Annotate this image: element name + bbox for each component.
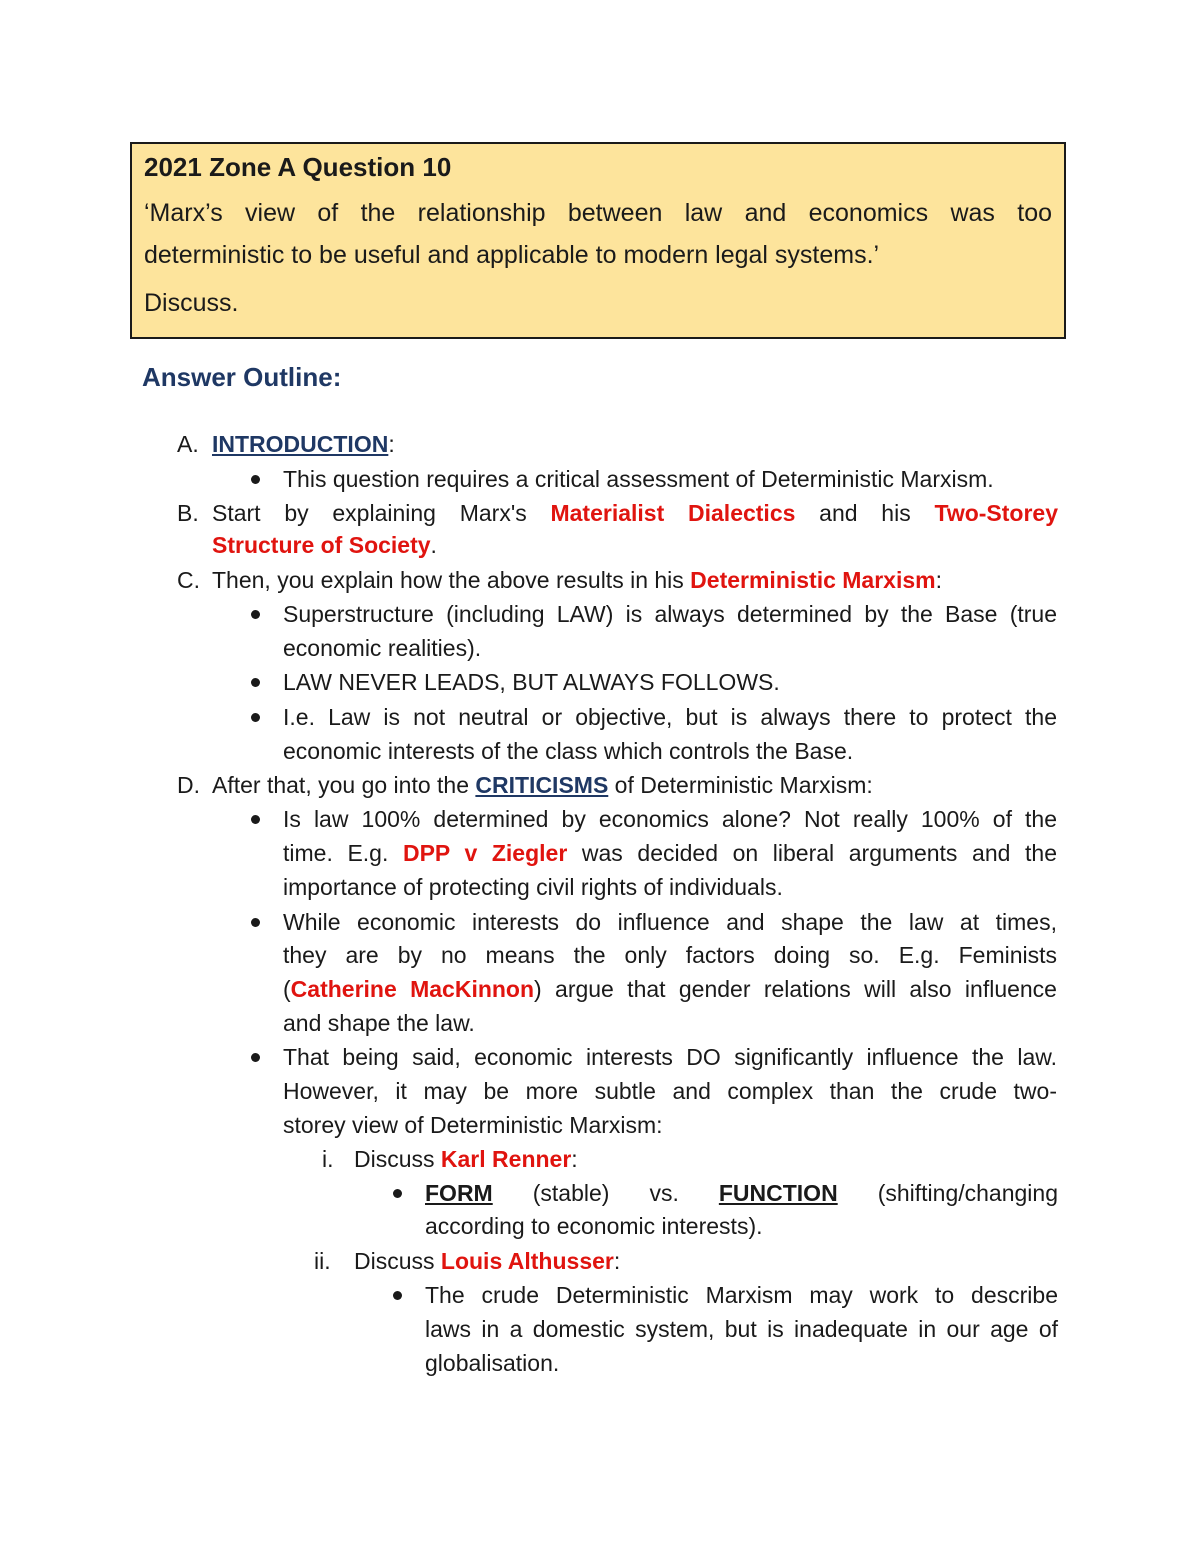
section-a-heading [212,429,395,459]
marker-i: i. [322,1146,334,1172]
discuss-text: Discuss [354,1146,435,1172]
d-bullet-1-text: time. E.g. [283,840,389,866]
bullet-icon [393,1189,402,1198]
marker-b: B. [177,500,199,526]
d-bullet-2-line-3 [283,974,1057,1004]
bullet-icon [251,678,260,687]
d-bullet-1-text-2: was decided on liberal arguments and the [581,840,1057,866]
deterministic-marxism-term: Deterministic Marxism [690,567,936,593]
marker-c: C. [177,567,200,593]
outline-heading: Answer Outline: [142,362,342,392]
d-bullet-3-line-2: However, it may be more subtle and complex than the crude two- [283,1078,1057,1104]
bullet-icon [251,815,260,824]
bullet-icon [251,918,260,927]
sub-ii-line [354,1246,620,1276]
louis-althusser-name: Louis Althusser [440,1248,614,1274]
two-storey-term: Two-Storey [934,500,1059,526]
d-bullet-2-line-2: they are by no means the only factors doing so. E.g. Feminists [283,942,1057,968]
a-bullet-1: This question requires a critical assessment of Deterministic Marxism. [283,466,994,492]
marker-ii: ii. [314,1248,331,1274]
d-bullet-1-line-1: Is law 100% determined by economics alone? Not really 100% of the [283,806,1057,832]
sub-ii-bullet-line-2: laws in a domestic system, but is inadequate in our age of [425,1316,1058,1342]
sub-ii-bullet-line-1: The crude Deterministic Marxism may work to describe [425,1282,1058,1308]
period: . [430,532,437,558]
d-bullet-2-line-1: While economic interests do influence and shape the law at times, [283,909,1057,935]
b-text-2: and his [819,500,911,526]
sub-ii-bullet-line-3: globalisation. [425,1350,560,1376]
sub-i-bullet-line-2: according to economic interests). [425,1213,763,1239]
colon: : [571,1146,578,1172]
criticisms-term: CRITICISMS [475,772,609,798]
question-title: 2021 Zone A Question 10 [144,152,452,182]
d-text-2: of Deterministic Marxism: [614,772,873,798]
d-bullet-2-text: ) argue that gender relations will also influence [534,976,1057,1002]
c-bullet-1-line-2: economic realities). [283,635,482,661]
section-c-line [212,565,942,595]
vs-text: vs. [649,1180,679,1206]
d-bullet-1-line-3: importance of protecting civil rights of individuals. [283,874,783,900]
quote-line-1: ‘Marx’s view of the relationship between law and economics was too [144,199,1052,227]
c-bullet-1-line-1: Superstructure (including LAW) is always determined by the Base (true [283,601,1057,627]
d-text: After that, you go into the [212,772,469,798]
function-term: FUNCTION [718,1180,838,1206]
c-text: Then, you explain how the above results in his [212,567,684,593]
d-bullet-3-line-1: That being said, economic interests DO significantly influence the law. [283,1044,1057,1070]
quote-line-2: deterministic to be useful and applicable to modern legal systems.’ [144,241,880,269]
bullet-icon [393,1291,402,1300]
stable-text: (stable) [532,1180,610,1206]
discuss-text: Discuss [354,1248,435,1274]
catherine-mackinnon-name: Catherine MacKinnon [290,976,535,1002]
paren: ( [283,976,291,1002]
bullet-icon [251,1053,260,1062]
section-b-line-2 [212,530,437,560]
sub-i-bullet-line-1 [425,1178,1058,1208]
colon: : [613,1248,621,1274]
question-instruction: Discuss. [144,289,239,317]
d-bullet-2-line-4: and shape the law. [283,1010,475,1036]
marker-a: A. [177,431,199,457]
dpp-v-ziegler-case: DPP v Ziegler [402,840,568,866]
colon: : [935,567,942,593]
d-bullet-3-line-3: storey view of Deterministic Marxism: [283,1112,663,1138]
karl-renner-name: Karl Renner [440,1146,572,1172]
materialist-dialectics-term: Materialist Dialectics [550,500,796,526]
question-quote [144,192,1052,276]
introduction-title: INTRODUCTION [212,431,389,457]
c-bullet-3-line-2: economic interests of the class which controls the Base. [283,738,854,764]
c-bullet-2: LAW NEVER LEADS, BUT ALWAYS FOLLOWS. [283,669,780,695]
bullet-icon [251,713,260,722]
structure-of-society-term: Structure of Society [212,532,431,558]
bullet-icon [251,475,260,484]
section-b-line-1 [212,498,1058,528]
bullet-icon [251,610,260,619]
marker-d: D. [177,772,200,798]
c-bullet-3-line-1: I.e. Law is not neutral or objective, but is always there to protect the [283,704,1057,730]
form-term: FORM [425,1180,493,1206]
d-bullet-1-line-2 [283,838,1057,868]
section-d-line [212,770,873,800]
colon: : [388,431,395,457]
b-text: Start by explaining Marx's [212,500,527,526]
sub-i-line [354,1144,578,1174]
shifting-text: (shifting/changing [877,1180,1058,1206]
question-box [130,142,1066,339]
